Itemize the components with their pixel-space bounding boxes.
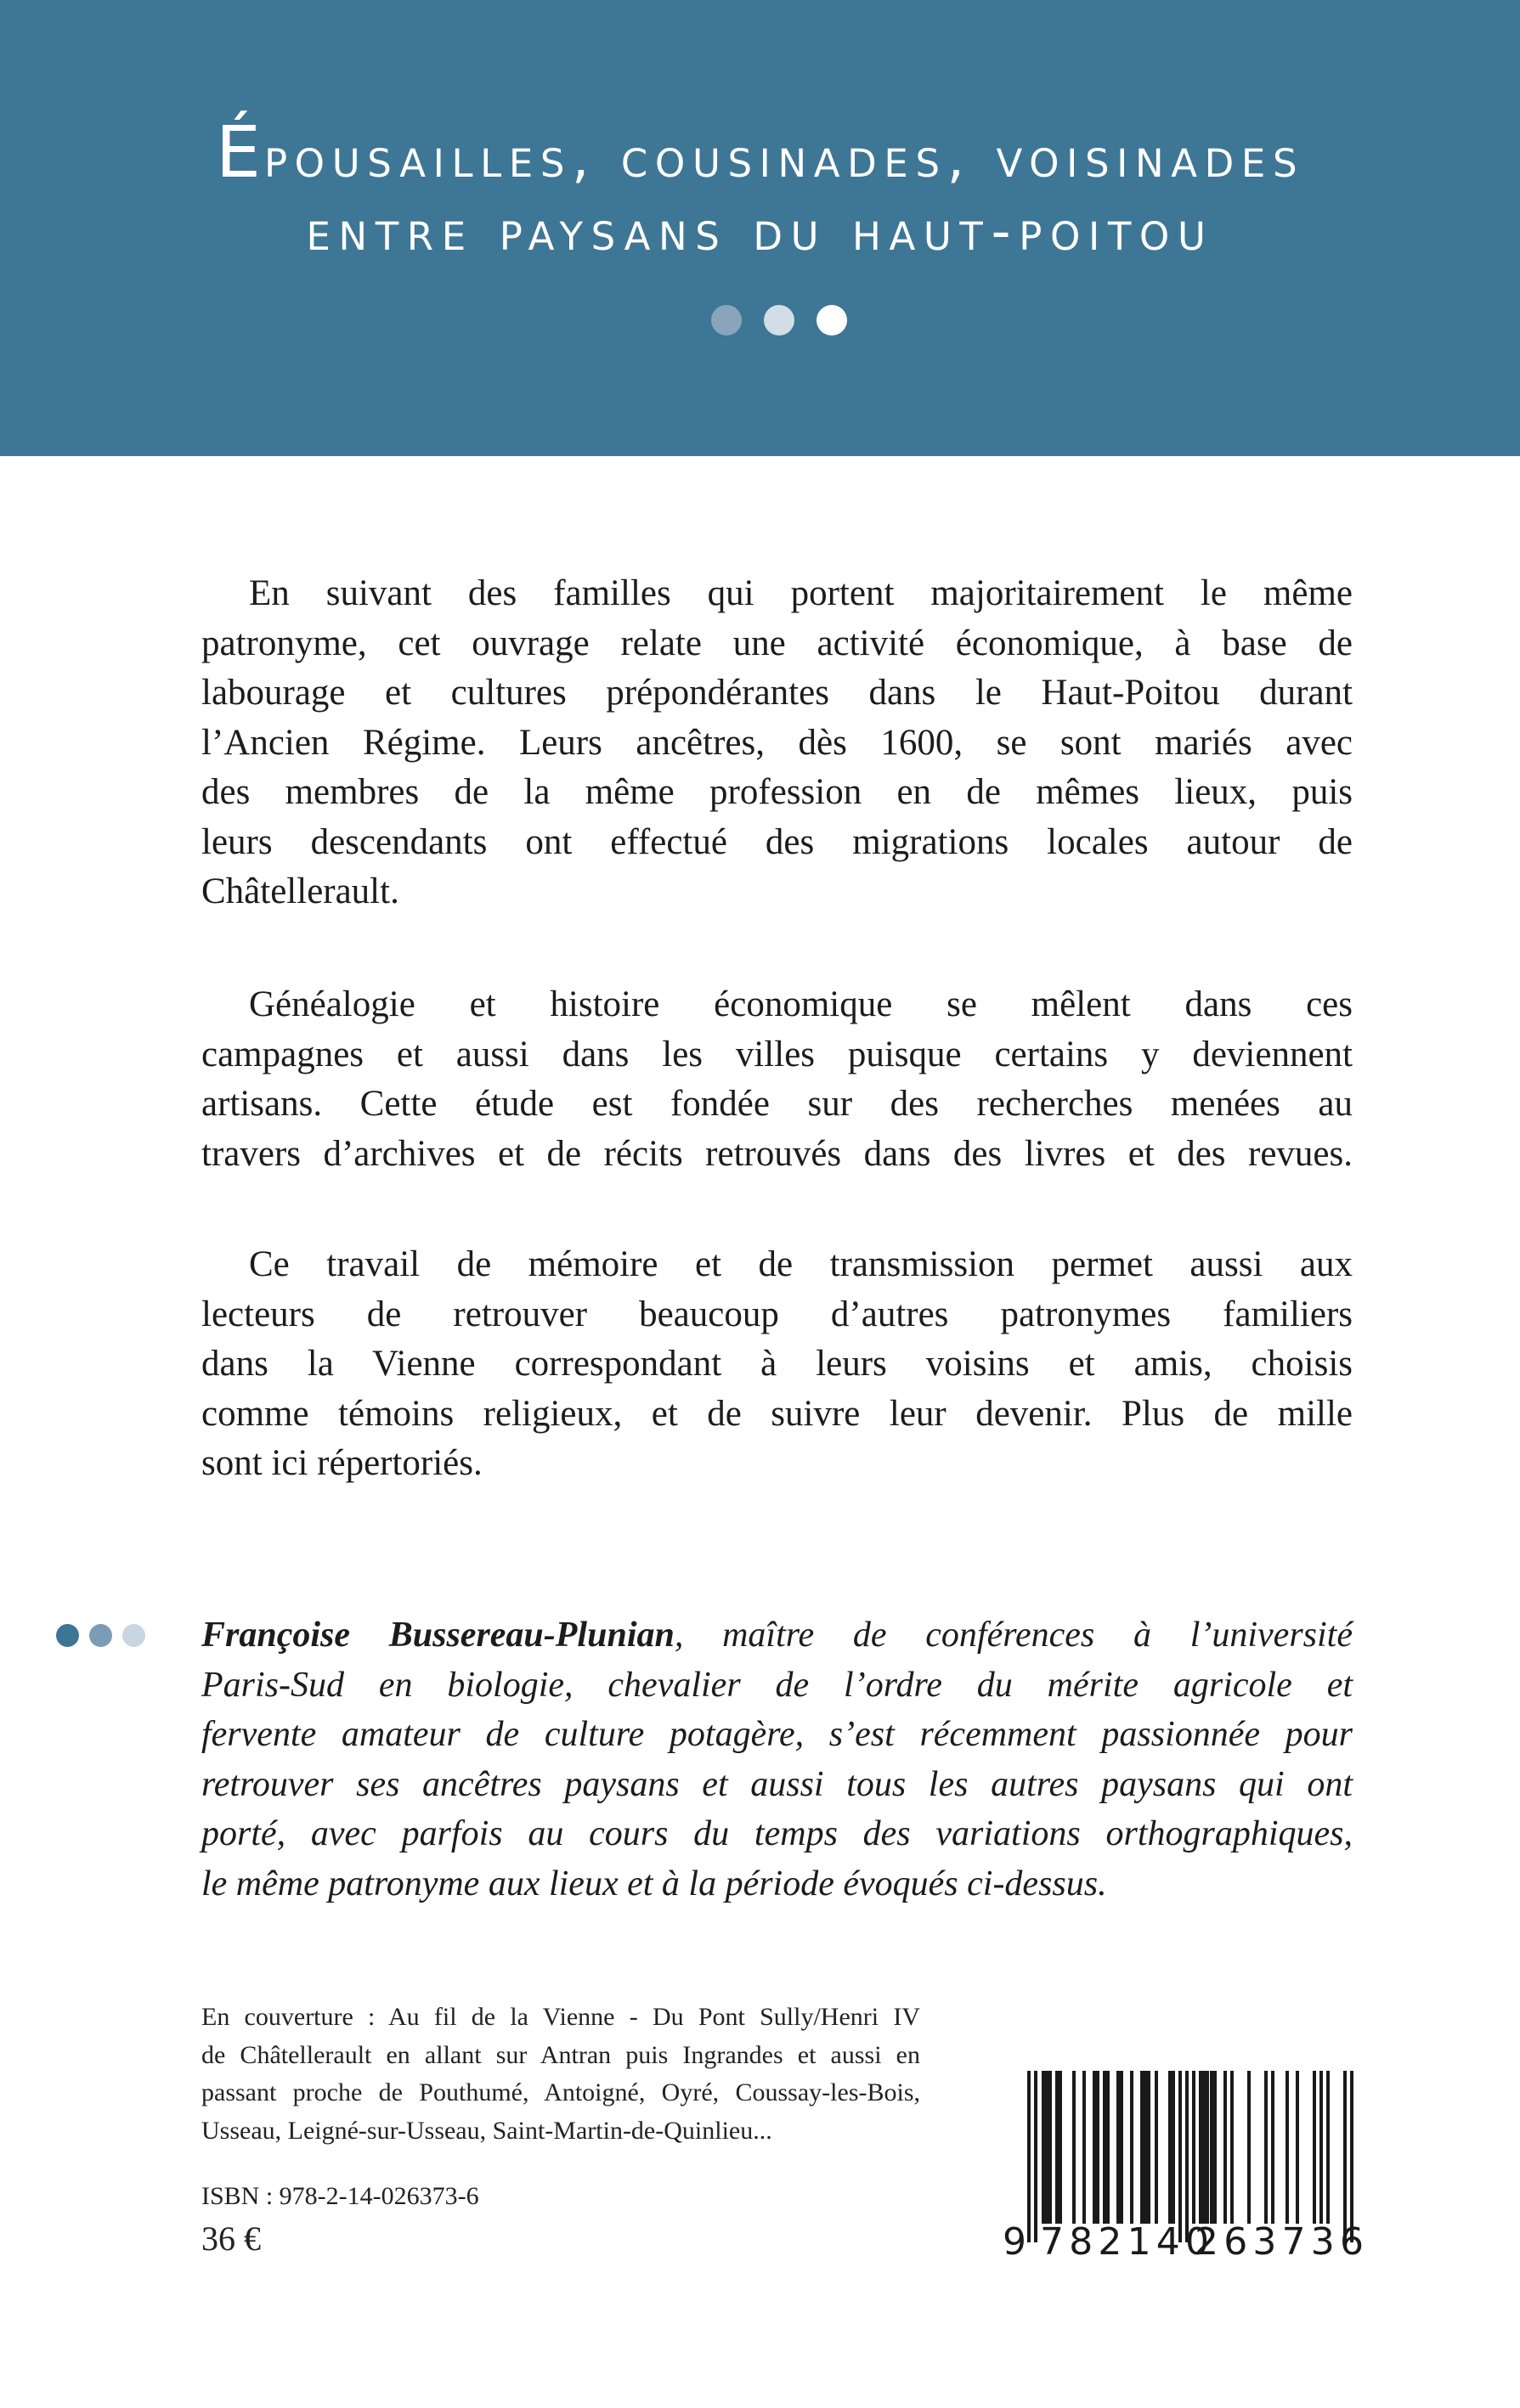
barcode-left-group: 782140 [1040, 2220, 1215, 2264]
author-name: Françoise Bussereau-Plunian [201, 1616, 675, 1655]
text-line: dans la Vienne correspondant à leurs voisins et amis, choisis [201, 1344, 1353, 1384]
book-title-line-2: entre paysans du haut-poitou [306, 200, 1214, 263]
text-line: fervente amateur de culture potagère, s’est récemment passionnée pour [201, 1715, 1353, 1754]
text-line: le même patronyme aux lieux et à la période évoqués ci-dessus. [201, 1864, 1107, 1903]
blurb-paragraph-3 [201, 1240, 1353, 1489]
text-line: patronyme, cet ouvrage relate une activité économique, à base de [201, 623, 1353, 663]
title-line-1-text: pousailles, cousinades, voisinades [263, 127, 1305, 190]
ornament-dot-icon [711, 305, 742, 336]
ornament-dot-icon [89, 1624, 112, 1647]
barcode-first-digit: 9 [1003, 2220, 1026, 2264]
ornament-dot-icon [817, 305, 847, 336]
title-initial: É [215, 110, 264, 194]
text-line: En suivant des familles qui portent majoritairement le même [249, 573, 1353, 613]
text-line: de Châtellerault en allant sur Antran puis Ingrandes et aussi en [201, 2040, 920, 2069]
cover-header-band [0, 0, 1520, 456]
text-line: comme témoins religieux, et de suivre leur devenir. Plus de mille [201, 1393, 1353, 1434]
barcode-right-group: 263736 [1195, 2220, 1370, 2264]
text-line: passant proche de Pouthumé, Antoigné, Oyré, Coussay-les-Bois, [201, 2078, 920, 2106]
blurb-paragraph-2 [201, 980, 1353, 1179]
isbn-label: ISBN : 978-2-14-026373-6 [201, 2182, 479, 2210]
author-ornament-dots [56, 1624, 145, 1647]
cover-image-caption [201, 1999, 920, 2150]
ornament-dot-icon [56, 1624, 79, 1647]
author-bio-line-1: , maître de conférences à l’université [674, 1616, 1353, 1655]
price-label: 36 € [201, 2219, 261, 2258]
text-line: sont ici répertoriés. [201, 1443, 483, 1483]
text-line: artisans. Cette étude est fondée sur des recherches menées au [201, 1084, 1353, 1124]
book-title-line-1 [0, 110, 1520, 197]
barcode-number [1003, 2220, 1370, 2264]
author-bio [201, 1610, 1353, 1909]
text-line: En couverture : Au fil de la Vienne - Du Pont Sully/Henri IV [201, 2003, 920, 2031]
text-line: travers d’archives et de récits retrouvés dans des livres et des revues. [201, 1133, 1353, 1174]
text-line: labourage et cultures prépondérantes dans le Haut-Poitou durant [201, 673, 1353, 713]
text-line: porté, avec parfois au cours du temps des variations orthographiques, [201, 1814, 1353, 1853]
ornament-dot-icon [122, 1624, 145, 1647]
text-line [201, 1610, 1353, 1661]
text-line: Usseau, Leigné-sur-Usseau, Saint-Martin-de-Quinlieu... [201, 2116, 772, 2145]
text-line: des membres de la même profession en de mêmes lieux, puis [201, 772, 1353, 812]
ornament-dot-icon [764, 305, 794, 336]
text-line: Châtellerault. [201, 871, 399, 911]
text-line: l’Ancien Régime. Leurs ancêtres, dès 1600, se sont mariés avec [201, 722, 1353, 763]
text-line: Paris-Sud en biologie, chevalier de l’ordre du mérite agricole et [201, 1665, 1353, 1705]
text-line: retrouver ses ancêtres paysans et aussi tous les autres paysans qui ont [201, 1764, 1353, 1804]
title-ornament-dots [711, 305, 847, 336]
text-line: lecteurs de retrouver beaucoup d’autres patronymes familiers [201, 1294, 1353, 1334]
text-line: campagnes et aussi dans les villes puisque certains y deviennent [201, 1034, 1353, 1074]
text-line: leurs descendants ont effectué des migrations locales autour de [201, 821, 1353, 862]
blurb-paragraph-1 [201, 569, 1353, 917]
text-line: Généalogie et histoire économique se mêlent dans ces [249, 984, 1353, 1024]
text-line: Ce travail de mémoire et de transmission permet aussi aux [249, 1244, 1353, 1284]
